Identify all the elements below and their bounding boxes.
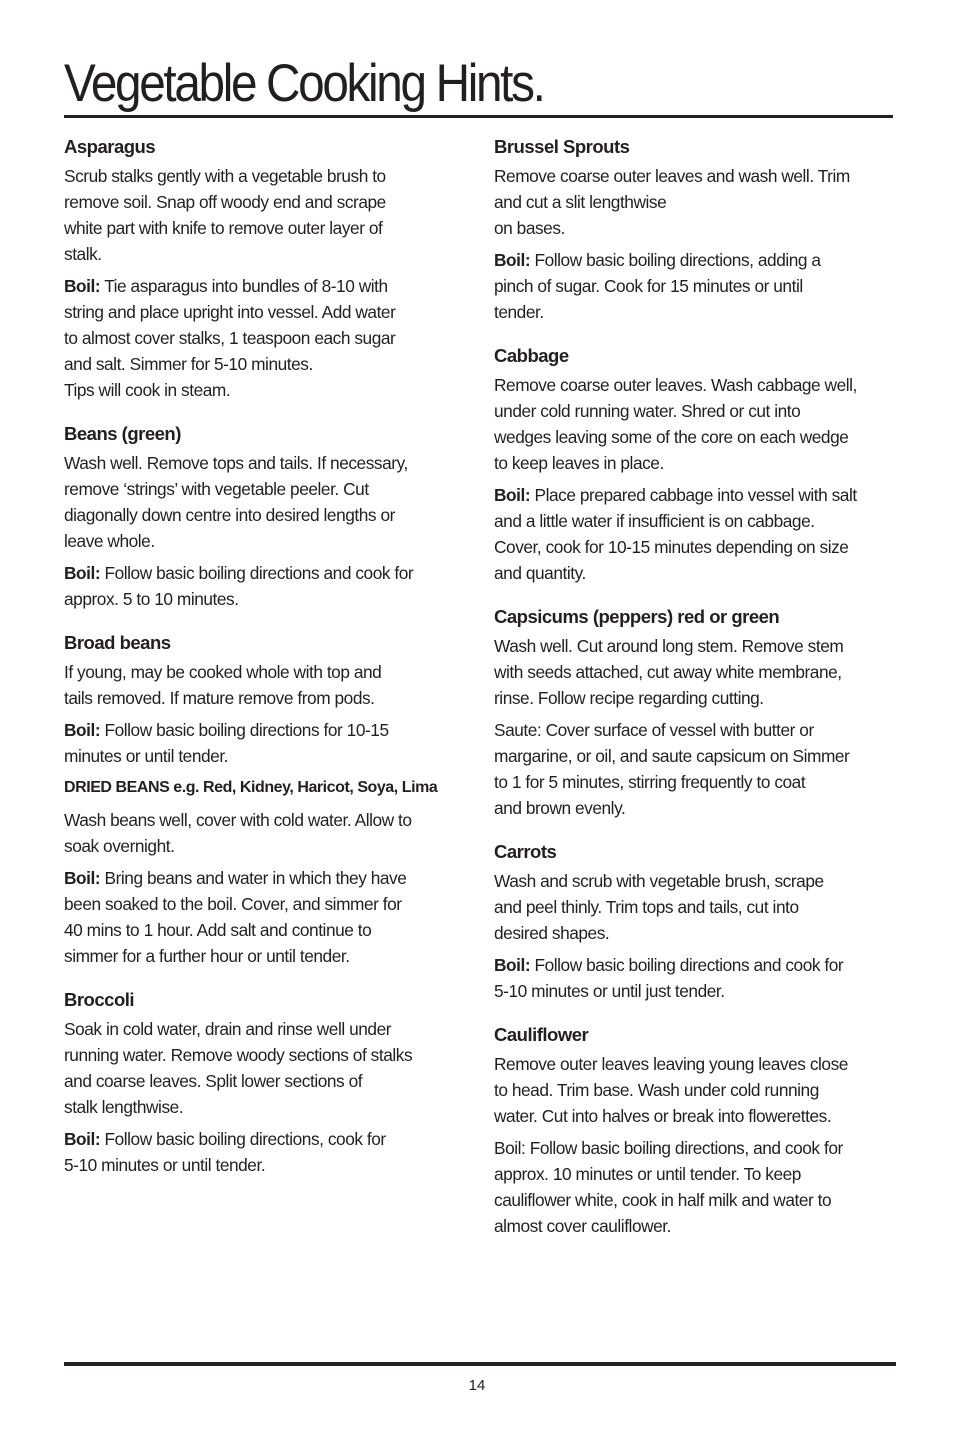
- footer-rule: [64, 1362, 896, 1366]
- paragraph-text: Saute: Cover surface of vessel with butter or margarine, or oil, and saute capsicum on Simmer to 1 for 5 minutes, stirring frequently to coat and brown evenly.: [494, 720, 850, 818]
- entry-heading: Broad beans: [64, 632, 171, 653]
- entry-broccoli-paragraph: [64, 1016, 468, 1120]
- entry-brussel-sprouts-paragraph: [494, 163, 899, 241]
- paragraph-text: Remove coarse outer leaves and wash well. Trim and cut a slit lengthwise on bases.: [494, 166, 850, 238]
- paragraph-text: Follow basic boiling directions for 10-15 minutes or until tender.: [64, 720, 389, 766]
- entry-heading: Carrots: [494, 841, 557, 862]
- entry-carrots-paragraph: [494, 952, 899, 1004]
- paragraph-text: Tie asparagus into bundles of 8-10 with string and place upright into vessel. Add water to almost cover stalks, 1 teaspoon each sugar and salt. Simmer for 5-10 minutes. Tips will cook in steam.: [64, 276, 396, 400]
- entry-asparagus-paragraph: [64, 163, 468, 267]
- entry-heading: Beans (green): [64, 423, 181, 444]
- dried-beans-paragraph: [64, 807, 468, 859]
- paragraph-text: Wash well. Cut around long stem. Remove stem with seeds attached, cut away white membrane, rinse. Follow recipe regarding cutting.: [494, 636, 844, 708]
- paragraph-text: Scrub stalks gently with a vegetable brush to remove soil. Snap off woody end and scrape white part with knife to remove outer layer of stalk.: [64, 166, 386, 264]
- entry-cauliflower: [494, 1021, 899, 1239]
- paragraph-text: Remove outer leaves leaving young leaves close to head. Trim base. Wash under cold running water. Cut into halves or break into flowerettes.: [494, 1054, 848, 1126]
- right-column: [494, 133, 899, 1256]
- entry-broad-beans-paragraph: [64, 659, 468, 711]
- entry-broccoli: [64, 986, 468, 1178]
- paragraph-text: Wash well. Remove tops and tails. If necessary, remove ‘strings’ with vegetable peeler. Cut diagonally down centre into desired lengths or leave whole.: [64, 453, 408, 551]
- boil-label: Boil:: [64, 276, 101, 296]
- boil-label: Boil:: [494, 485, 531, 505]
- paragraph-text: Wash and scrub with vegetable brush, scrape and peel thinly. Trim tops and tails, cut into desired shapes.: [494, 871, 824, 943]
- paragraph-text: Follow basic boiling directions and cook for approx. 5 to 10 minutes.: [64, 563, 414, 609]
- paragraph-text: Follow basic boiling directions and cook for 5-10 minutes or until just tender.: [494, 955, 844, 1001]
- entry-heading: Cauliflower: [494, 1024, 589, 1045]
- entry-asparagus: [64, 133, 468, 403]
- page-title: Vegetable Cooking Hints.: [64, 54, 544, 113]
- page-number: 14: [468, 1377, 486, 1394]
- paragraph-text: Follow basic boiling directions, adding a pinch of sugar. Cook for 15 minutes or until tender.: [494, 250, 821, 322]
- paragraph-text: Place prepared cabbage into vessel with salt and a little water if insufficient is on cabbage. Cover, cook for 10-15 minutes depending on size and quantity.: [494, 485, 857, 583]
- entry-heading: Brussel Sprouts: [494, 136, 630, 157]
- entry-heading: Capsicums (peppers) red or green: [494, 606, 780, 627]
- entry-cabbage-paragraph: [494, 482, 899, 586]
- paragraph-text: Remove coarse outer leaves. Wash cabbage well, under cold running water. Shred or cut into wedges leaving some of the core on each wedge to keep leaves in place.: [494, 375, 857, 473]
- entry-broccoli-paragraph: [64, 1126, 468, 1178]
- subsection-heading: DRIED BEANS e.g. Red, Kidney, Haricot, Soya, Lima: [64, 779, 438, 796]
- entry-broad-beans-paragraph: [64, 717, 468, 769]
- dried-beans-paragraph: [64, 865, 468, 969]
- boil-label: Boil:: [64, 563, 101, 583]
- entry-heading: Asparagus: [64, 136, 156, 157]
- entry-heading: Broccoli: [64, 989, 135, 1010]
- entry-beans-green: [64, 420, 468, 612]
- paragraph-text: Follow basic boiling directions, cook for 5-10 minutes or until tender.: [64, 1129, 386, 1175]
- boil-label: Boil:: [64, 720, 101, 740]
- entry-heading: Cabbage: [494, 345, 569, 366]
- paragraph-text: Boil: Follow basic boiling directions, and cook for approx. 10 minutes or until tender. To keep cauliflower white, cook in half milk and water to almost cover cauliflower.: [494, 1138, 843, 1236]
- entry-cabbage-paragraph: [494, 372, 899, 476]
- left-column: [64, 133, 468, 1195]
- entry-brussel-sprouts: [494, 133, 899, 325]
- boil-label: Boil:: [64, 1129, 101, 1149]
- paragraph-text: Wash beans well, cover with cold water. Allow to soak overnight.: [64, 810, 412, 856]
- boil-label: Boil:: [64, 868, 101, 888]
- entry-capsicums-peppers-red-or-green-paragraph: [494, 633, 899, 711]
- entry-capsicums-peppers-red-or-green-paragraph: [494, 717, 899, 821]
- entry-cabbage: [494, 342, 899, 586]
- entry-beans-green-paragraph: [64, 560, 468, 612]
- paragraph-text: Soak in cold water, drain and rinse well under running water. Remove woody sections of stalks and coarse leaves. Split lower sections of stalk lengthwise.: [64, 1019, 413, 1117]
- entry-brussel-sprouts-paragraph: [494, 247, 899, 325]
- boil-label: Boil:: [494, 250, 531, 270]
- paragraph-text: Bring beans and water in which they have been soaked to the boil. Cover, and simmer for 40 mins to 1 hour. Add salt and continue to simmer for a further hour or until tender.: [64, 868, 407, 966]
- paragraph-text: If young, may be cooked whole with top and tails removed. If mature remove from pods.: [64, 662, 382, 708]
- boil-label: Boil:: [494, 955, 531, 975]
- entry-asparagus-paragraph: [64, 273, 468, 403]
- entry-capsicums-peppers-red-or-green: [494, 603, 899, 821]
- entry-cauliflower-paragraph: [494, 1135, 899, 1239]
- entry-broad-beans: [64, 629, 468, 969]
- title-rule: [64, 115, 893, 118]
- entry-cauliflower-paragraph: [494, 1051, 899, 1129]
- entry-carrots: [494, 838, 899, 1004]
- entry-beans-green-paragraph: [64, 450, 468, 554]
- entry-carrots-paragraph: [494, 868, 899, 946]
